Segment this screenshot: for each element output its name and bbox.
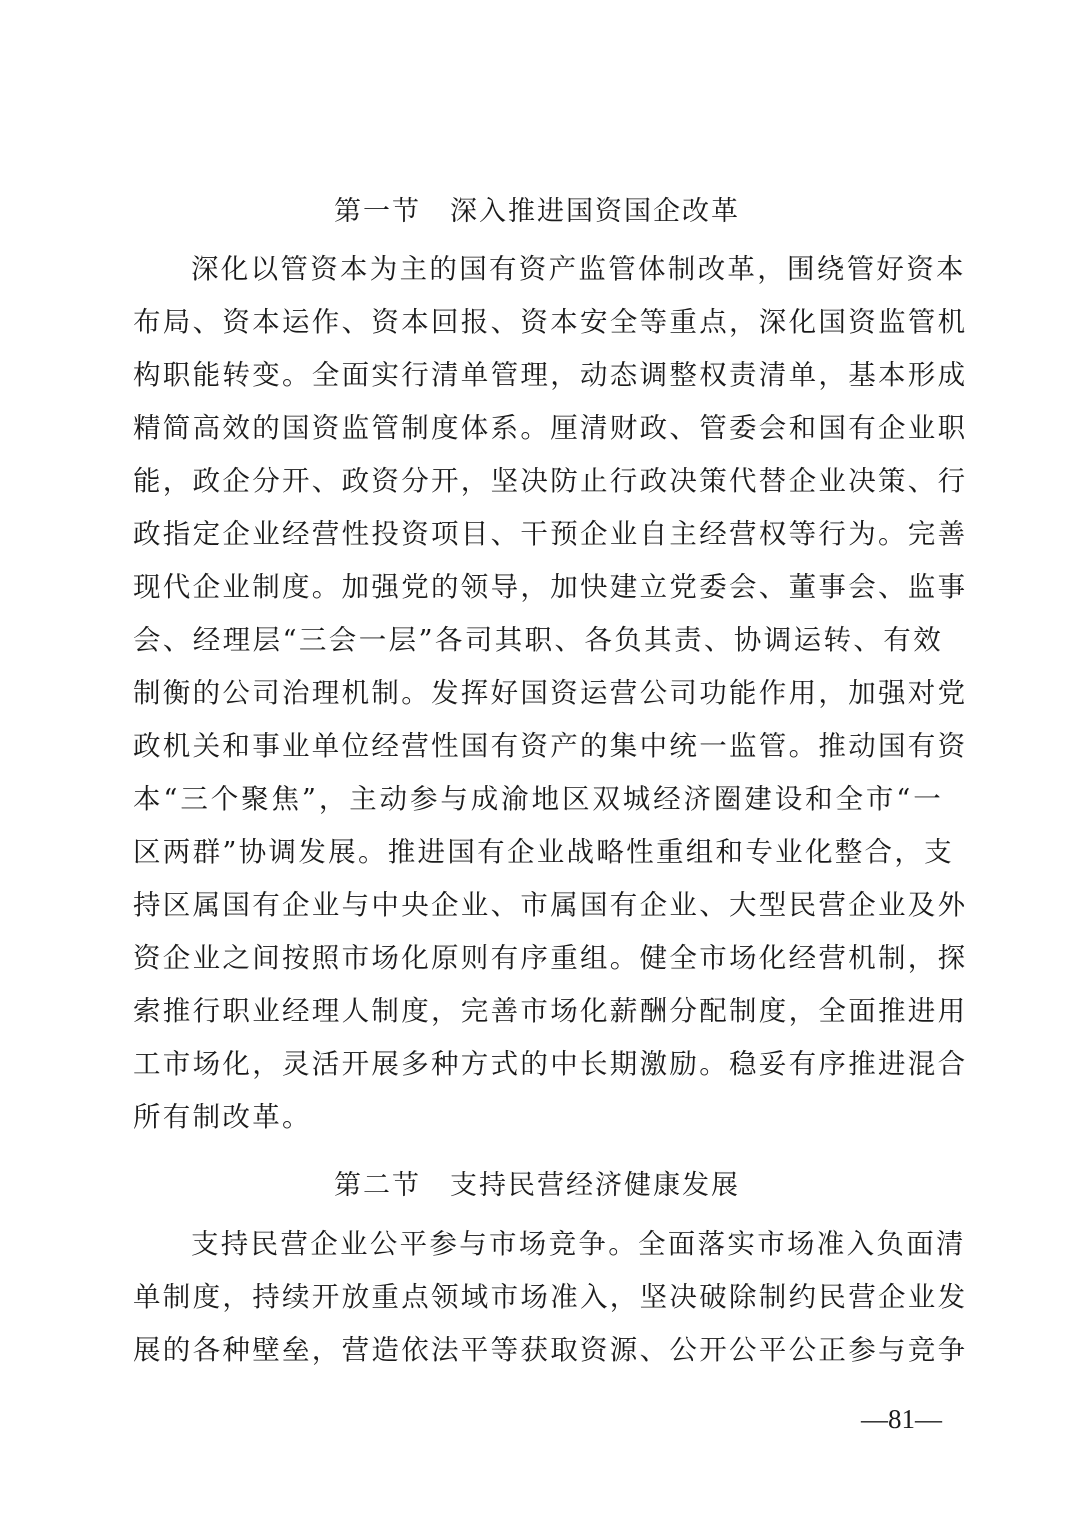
paragraph-line: 构职能转变。全面实行清单管理，动态调整权责清单，基本形成 xyxy=(133,359,968,391)
paragraph-line: 制衡的公司治理机制。发挥好国资运营公司功能作用，加强对党 xyxy=(133,677,968,709)
paragraph-line: 深化以管资本为主的国有资产监管体制改革，围绕管好资本 xyxy=(191,253,966,285)
paragraph-line: 布局、资本运作、资本回报、资本安全等重点，深化国资监管机 xyxy=(133,306,968,338)
paragraph-line: 区两群”协调发展。推进国有企业战略性重组和专业化整合，支 xyxy=(133,836,954,868)
paragraph-line: 政机关和事业单位经营性国有资产的集中统一监管。推动国有资 xyxy=(133,730,968,762)
paragraph-line: 索推行职业经理人制度，完善市场化薪酬分配制度，全面推进用 xyxy=(133,995,968,1027)
paragraph-line: 政指定企业经营性投资项目、干预企业自主经营权等行为。完善 xyxy=(133,518,968,550)
paragraph-line: 支持民营企业公平参与市场竞争。全面落实市场准入负面清 xyxy=(191,1228,966,1260)
paragraph-line: 持区属国有企业与中央企业、市属国有企业、大型民营企业及外 xyxy=(133,889,968,921)
paragraph-line: 资企业之间按照市场化原则有序重组。健全市场化经营机制，探 xyxy=(133,942,968,974)
section-heading-1: 第一节 深入推进国资国企改革 xyxy=(334,196,740,227)
paragraph-line: 会、经理层“三会一层”各司其职、各负其责、协调运转、有效 xyxy=(133,624,943,656)
paragraph-line: 工市场化，灵活开展多种方式的中长期激励。稳妥有序推进混合 xyxy=(133,1048,968,1080)
section-heading-2: 第二节 支持民营经济健康发展 xyxy=(334,1170,740,1201)
paragraph-line: 本“三个聚焦”，主动参与成渝地区双城经济圈建设和全市“一 xyxy=(133,783,943,815)
section-body-1 xyxy=(133,243,968,1144)
section-body-2 xyxy=(133,1218,968,1377)
paragraph-line: 所有制改革。 xyxy=(133,1101,312,1133)
paragraph-line: 精简高效的国资监管制度体系。厘清财政、管委会和国有企业职 xyxy=(133,412,968,444)
page-number: —81— xyxy=(861,1404,942,1434)
paragraph-line: 能，政企分开、政资分开，坚决防止行政决策代替企业决策、行 xyxy=(133,465,968,497)
paragraph-line: 单制度，持续开放重点领域市场准入，坚决破除制约民营企业发 xyxy=(133,1281,968,1313)
paragraph-line: 现代企业制度。加强党的领导，加快建立党委会、董事会、监事 xyxy=(133,571,968,603)
paragraph-line: 展的各种壁垒，营造依法平等获取资源、公开公平公正参与竞争 xyxy=(133,1334,968,1366)
